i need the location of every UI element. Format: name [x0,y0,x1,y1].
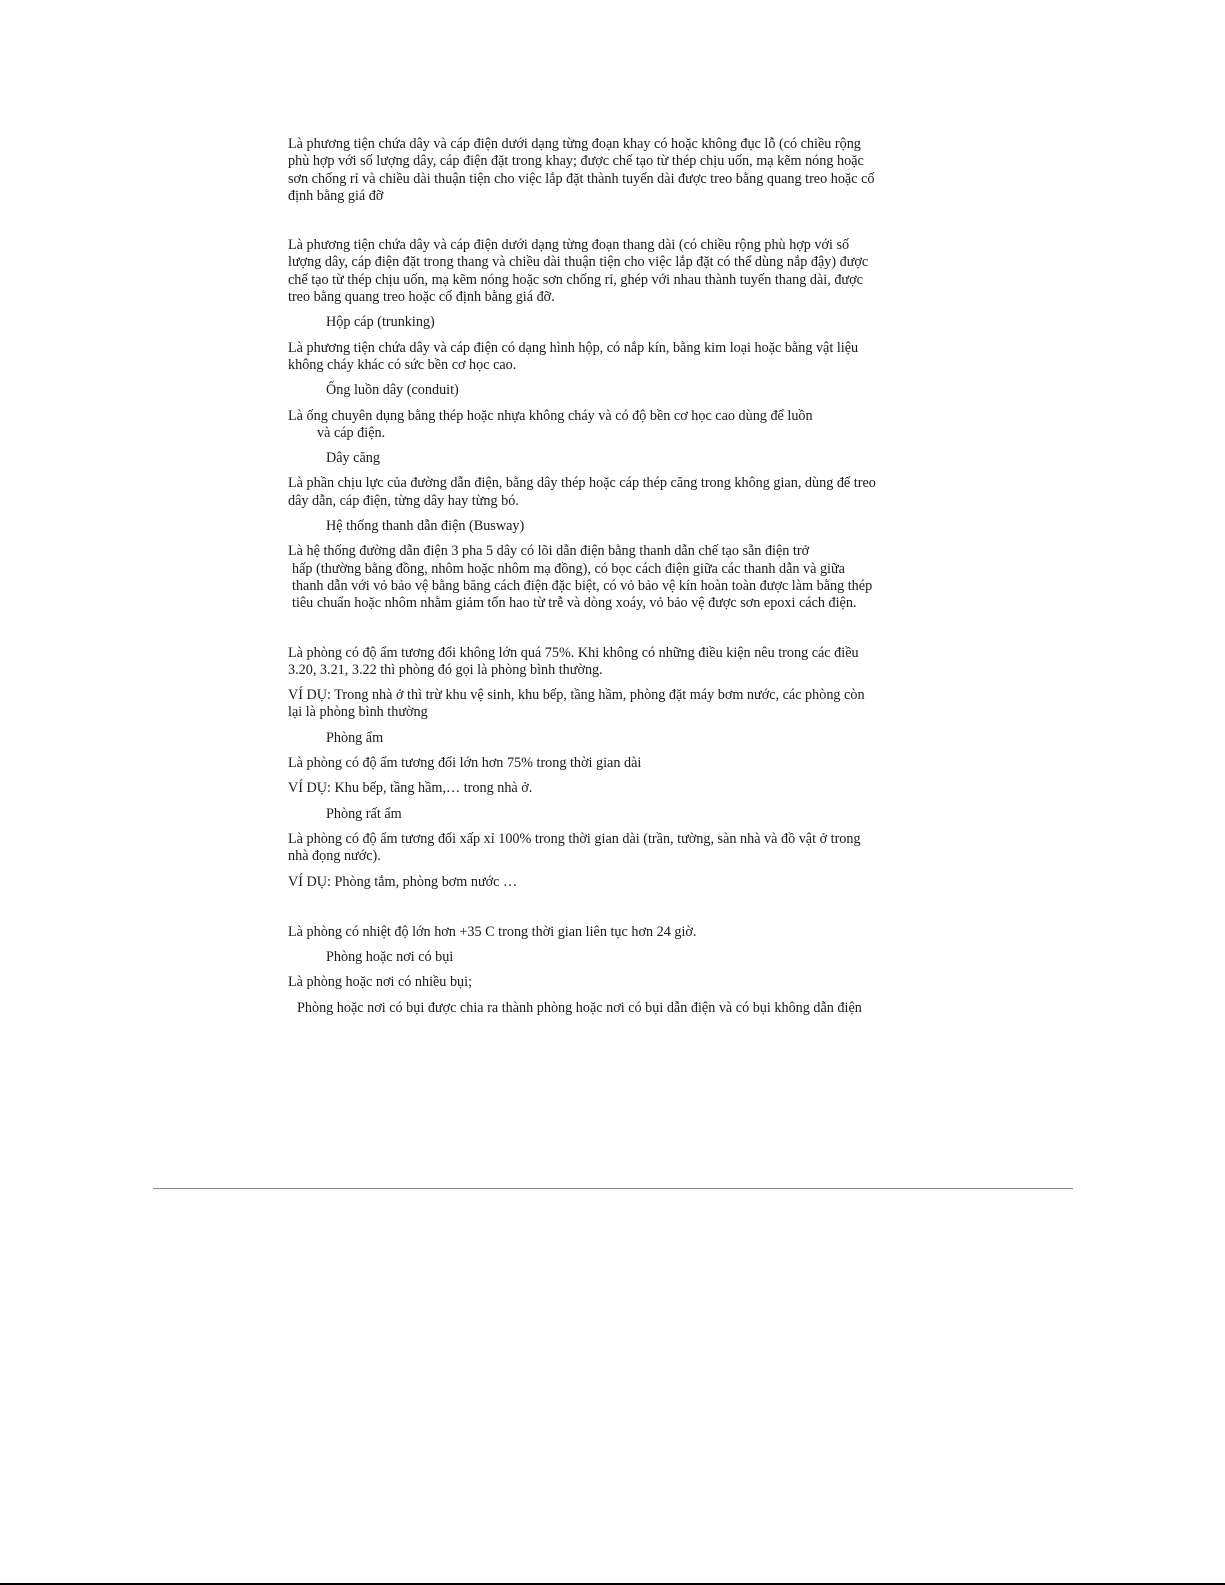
footer-divider [153,1188,1073,1189]
paragraph-busway: Là hệ thống đường dẫn điện 3 pha 5 dây có lõi dẫn điện bằng thanh dẫn chế tạo sẵn điện trở [288,543,810,560]
paragraph-humid-room: Là phòng có độ ẩm tương đối lớn hơn 75% trong thời gian dài [288,755,642,772]
example-normal-room: VÍ DỤ: Trong nhà ở thì trừ khu vệ sinh, khu bếp, tầng hầm, phòng đặt máy bơm nước, các phòng còn lại là phòng bình thường [288,687,865,721]
paragraph-conduit-continued: và cáp điện. [317,424,386,441]
heading-trunking: Hộp cáp (trunking) [326,314,435,331]
paragraph-busway-continued: hấp (thường bằng đồng, nhôm hoặc nhôm mạ đồng), có bọc cách điện giữa các thanh dẫn và giữa thanh dẫn với vỏ bảo vệ bằng băng cách điện đặc biệt, có vỏ bảo vệ kín hoàn toàn được làm bằng thép tiêu chuẩn hoặc nhôm nhằm giảm tổn hao từ trễ và dòng xoáy, vỏ bảo vệ được sơn epoxi cách điện. [292,560,873,612]
paragraph-dusty-room: Là phòng hoặc nơi có nhiều bụi; [288,974,473,991]
paragraph-tension-wire: Là phần chịu lực của đường dẫn điện, bằng dây thép hoặc cáp thép căng trong không gian, dùng để treo dây dẫn, cáp điện, từng dây hay từng bó. [288,475,876,509]
paragraph-cable-ladder: Là phương tiện chứa dây và cáp điện dưới dạng từng đoạn thang dài (có chiều rộng phù hợp với số lượng dây, cáp điện đặt trong thang và chiều dài thuận tiện cho việc lắp đặt có thể dùng nắp đậy) được chế tạo từ thép chịu uốn, mạ kẽm nóng hoặc sơn chống rỉ, ghép với nhau thành tuyến thang dài, được treo bằng quang treo hoặc cố định bằng giá đỡ. [288,237,869,306]
heading-tension-wire: Dây căng [326,450,380,467]
heading-very-humid-room: Phòng rất ẩm [326,805,402,822]
document-body [288,136,878,1017]
paragraph-cable-tray: Là phương tiện chứa dây và cáp điện dưới dạng từng đoạn khay có hoặc không đục lỗ (có chiều rộng phù hợp với số lượng dây, cáp điện đặt trong khay; được chế tạo từ thép chịu uốn, mạ kẽm nóng hoặc sơn chống rỉ và chiều dài thuận tiện cho việc lắp đặt thành tuyến dài được treo bằng quang treo hoặc cố định bằng giá đỡ [288,136,875,204]
heading-conduit: Ống luồn dây (conduit) [326,382,459,399]
heading-busway: Hệ thống thanh dẫn điện (Busway) [326,518,525,535]
heading-dusty-room: Phòng hoặc nơi có bụi [326,949,454,966]
paragraph-very-humid-room: Là phòng có độ ẩm tương đối xấp xỉ 100% trong thời gian dài (trần, tường, sàn nhà và đồ vật ở trong nhà đọng nước). [288,830,861,865]
heading-humid-room: Phòng ẩm [326,729,384,746]
paragraph-hot-room: Là phòng có nhiệt độ lớn hơn +35 C trong thời gian liên tục hơn 24 giờ. [288,923,697,940]
paragraph-dusty-room-classification: Phòng hoặc nơi có bụi được chia ra thành phòng hoặc nơi có bụi dẫn điện và có bụi không dẫn điện [297,999,862,1016]
example-humid-room: VÍ DỤ: Khu bếp, tầng hầm,… trong nhà ở. [288,780,533,797]
example-very-humid-room: VÍ DỤ: Phòng tắm, phòng bơm nước … [288,873,518,890]
paragraph-conduit: Là ống chuyên dụng bằng thép hoặc nhựa không cháy và có độ bền cơ học cao dùng để luồn [288,407,813,424]
paragraph-trunking: Là phương tiện chứa dây và cáp điện có dạng hình hộp, có nắp kín, bằng kim loại hoặc bằng vật liệu không cháy khác có sức bền cơ học cao. [288,339,859,373]
paragraph-normal-room: Là phòng có độ ẩm tương đối không lớn quá 75%. Khi không có những điều kiện nêu trong các điều 3.20, 3.21, 3.22 thì phòng đó gọi là phòng bình thường. [288,644,859,678]
